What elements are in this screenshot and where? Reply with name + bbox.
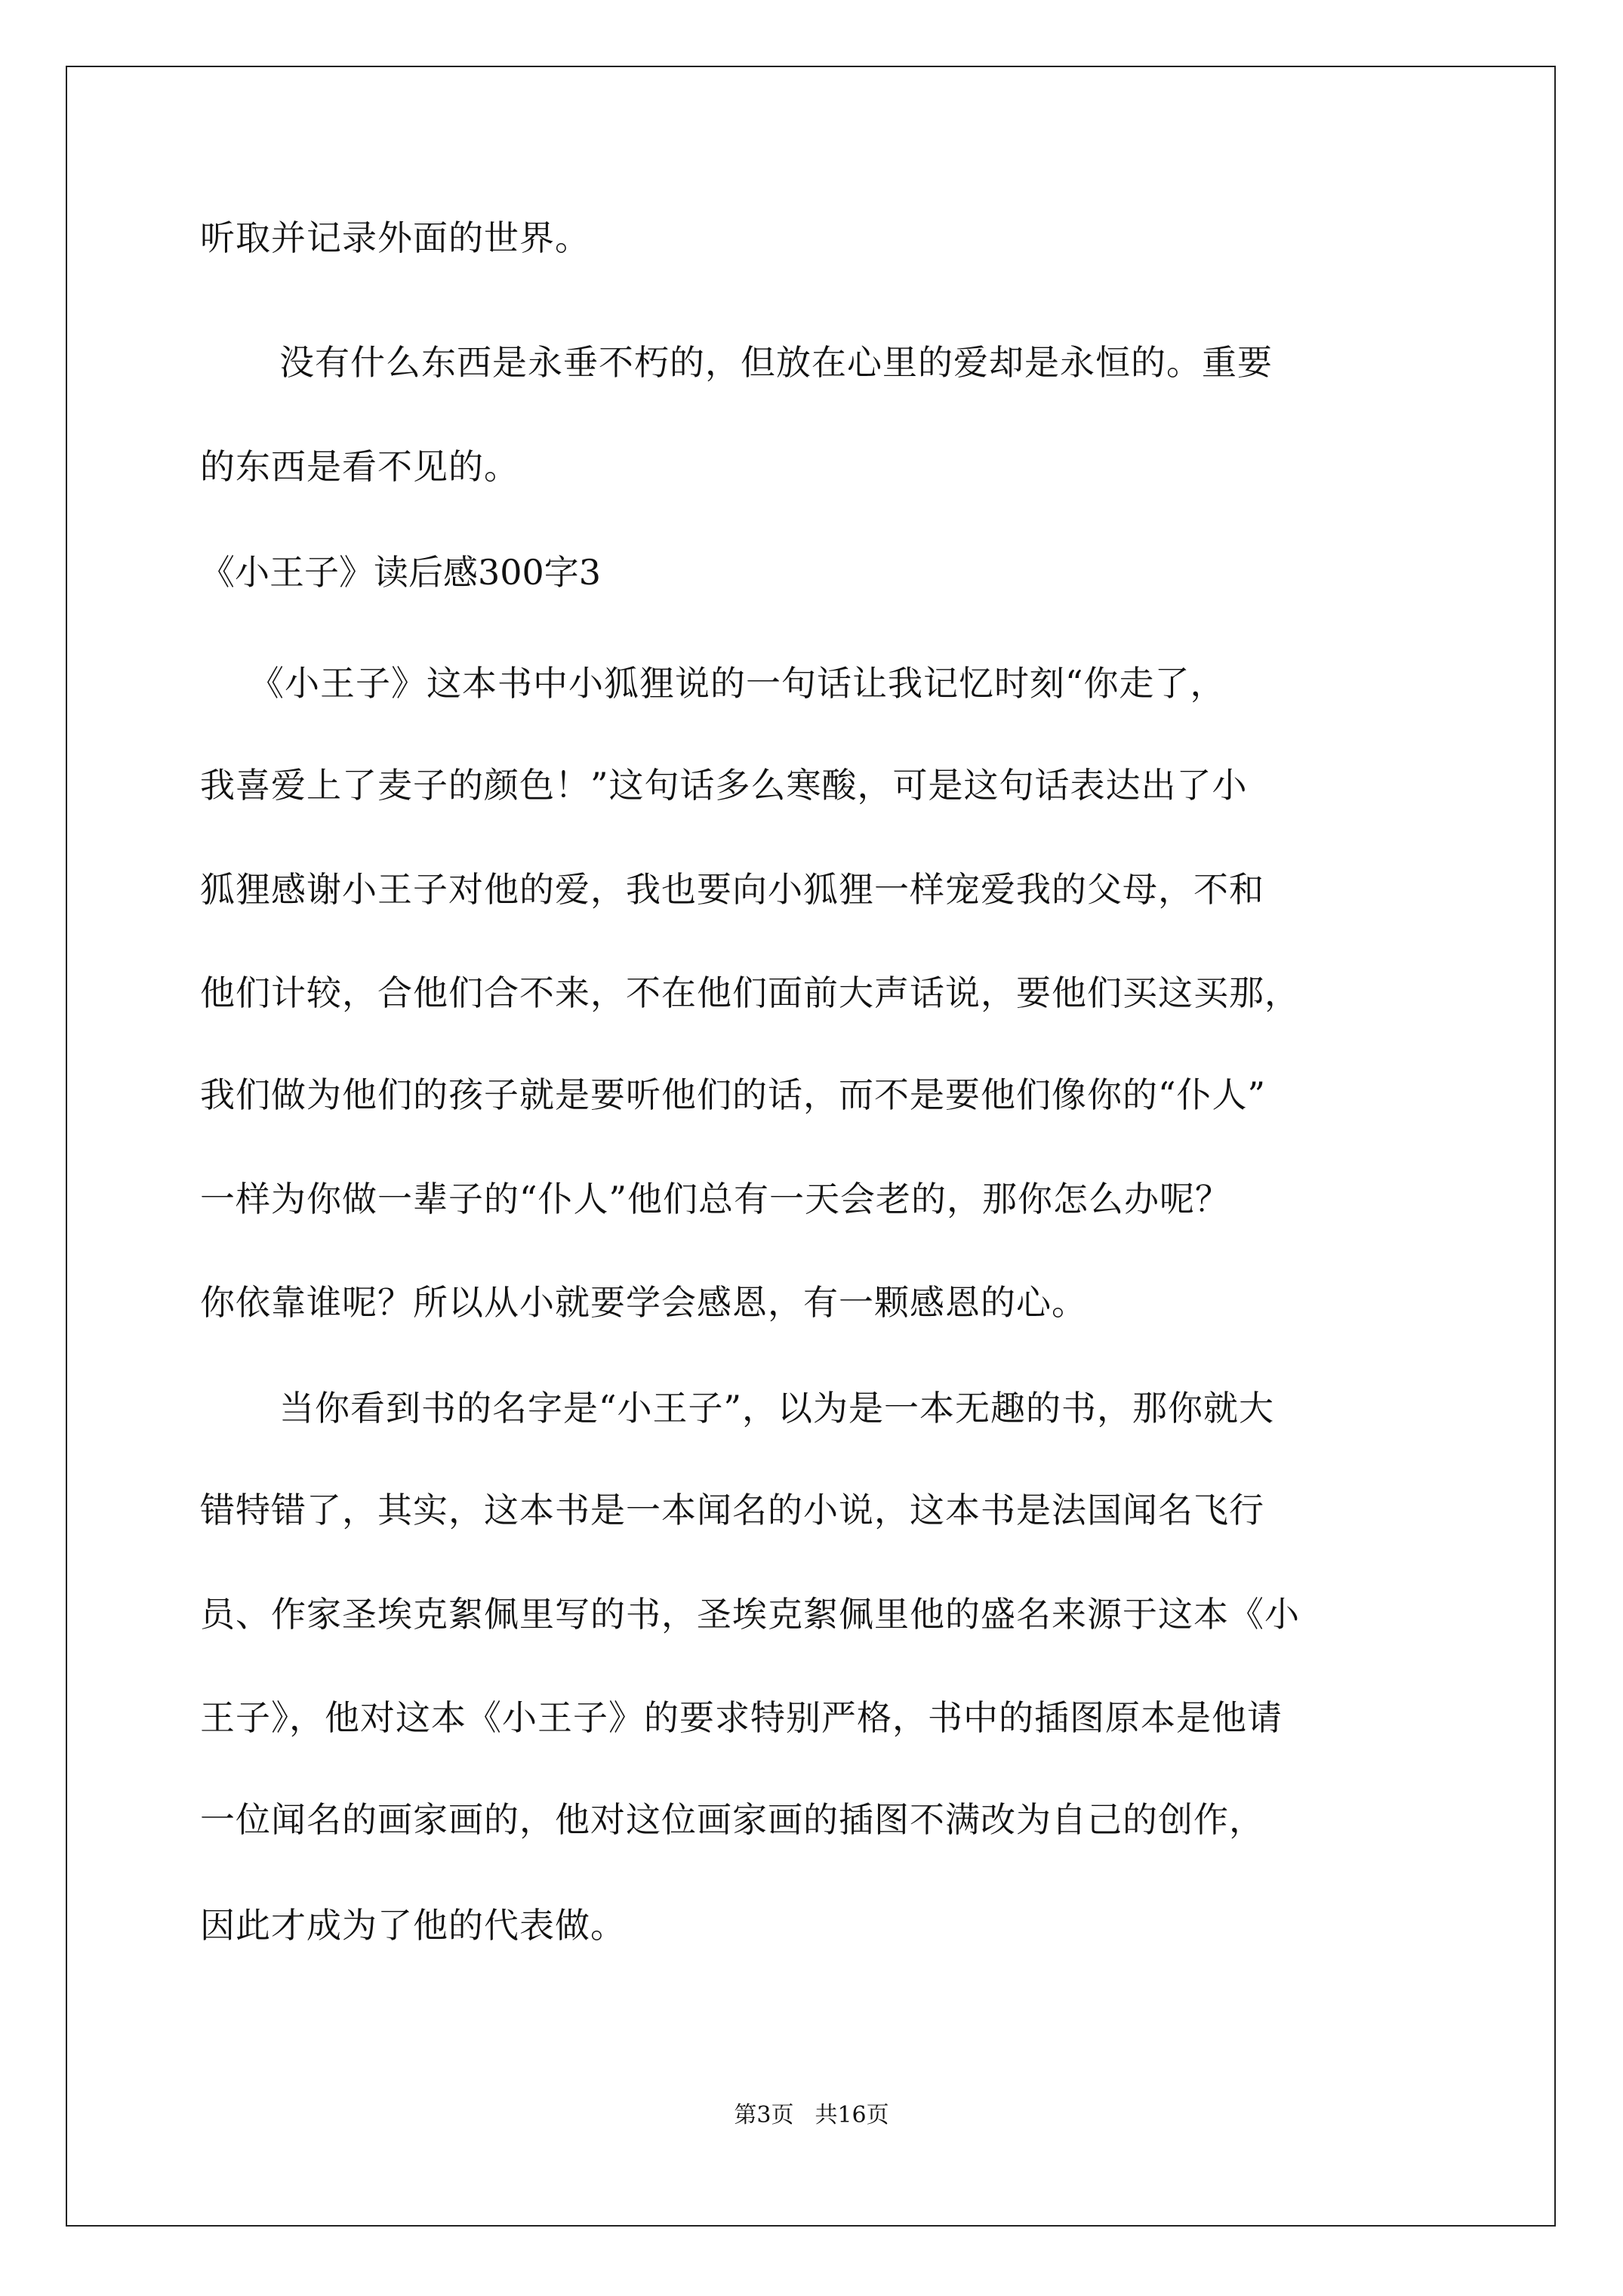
- paragraph-2-line-5: 我们做为他们的孩子就是要听他们的话，而不是要他们像你的“仆人”: [200, 1074, 1267, 1115]
- paragraph-3-line-4: 王子》，他对这本《小王子》的要求特别严格，书中的插图原本是他请: [200, 1697, 1283, 1738]
- paragraph-1-line-2: 的东西是看不见的。: [200, 446, 519, 487]
- paragraph-2-line-1: 《小王子》这本书中小狐狸说的一句话让我记忆时刻“你走了，: [249, 663, 1226, 704]
- section-heading: 《小王子》读后感300字3: [200, 552, 602, 593]
- paragraph-2-line-7: 你依靠谁呢？所以从小就要学会感恩，有一颗感恩的心。: [200, 1282, 1087, 1323]
- page-footer: [0, 2100, 1623, 2131]
- paragraph-3-line-2: 错特错了，其实，这本书是一本闻名的小说，这本书是法国闻名飞行: [200, 1490, 1264, 1530]
- page-total: 共16页: [815, 2102, 889, 2128]
- paragraph-3-line-6: 因此才成为了他的代表做。: [200, 1905, 626, 1946]
- paragraph-3-line-3: 员、作家圣埃克絮佩里写的书，圣埃克絮佩里他的盛名来源于这本《小: [200, 1594, 1300, 1635]
- page-number: 第3页: [734, 2102, 794, 2128]
- paragraph-2-line-6: 一样为你做一辈子的“仆人”他们总有一天会老的，那你怎么办呢？: [200, 1179, 1231, 1219]
- text-line-1: 听取并记录外面的世界。: [200, 217, 590, 258]
- paragraph-3-line-5: 一位闻名的画家画的，他对这位画家画的插图不满改为自己的创作，: [200, 1799, 1264, 1840]
- paragraph-3-line-1: 当你看到书的名字是“小王子”，以为是一本无趣的书，那你就大: [279, 1388, 1275, 1428]
- paragraph-2-line-2: 我喜爱上了麦子的颜色！”这句话多么寒酸，可是这句话表达出了小: [200, 765, 1248, 806]
- paragraph-2-line-4: 他们计较，合他们合不来，不在他们面前大声话说，要他们买这买那，: [200, 972, 1300, 1013]
- paragraph-1-line-1: 没有什么东西是永垂不朽的，但放在心里的爱却是永恒的。重要: [279, 342, 1273, 383]
- paragraph-2-line-3: 狐狸感谢小王子对他的爱，我也要向小狐狸一样宠爱我的父母，不和: [200, 869, 1264, 910]
